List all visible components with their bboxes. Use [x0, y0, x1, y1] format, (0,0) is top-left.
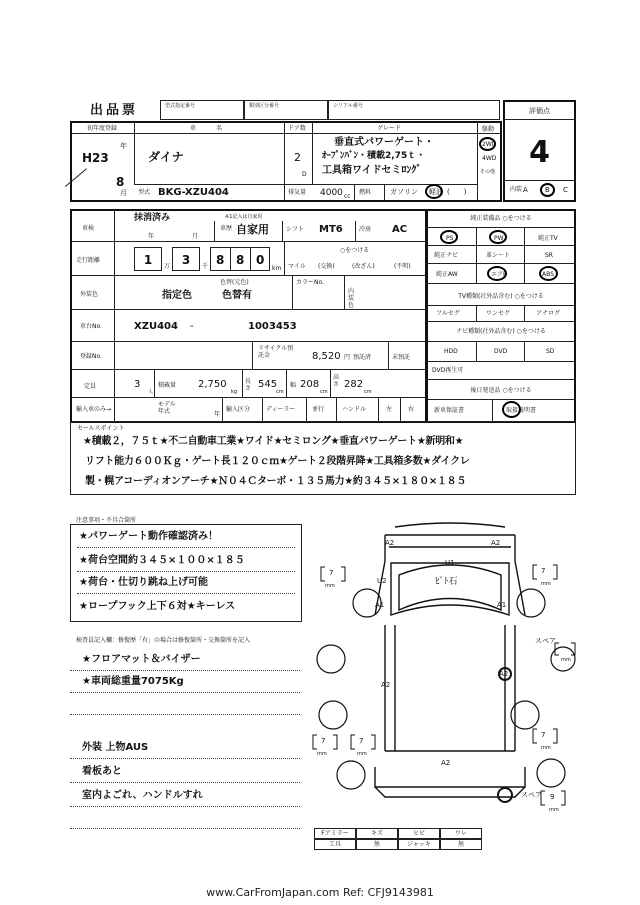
handle-right: 右 [408, 406, 415, 413]
height-unit: cm [364, 389, 372, 395]
shift-value: MT6 [319, 224, 343, 235]
inspection-label: 車検 [82, 225, 95, 232]
interior-grade-c: C [563, 186, 568, 194]
insp-line-5: 看板あと [82, 766, 122, 777]
spare-bottom-label: スペア [521, 791, 542, 799]
tread-spare: 9 [550, 793, 555, 801]
model-label: 型式 [138, 189, 151, 196]
mileage-sen: 千 [202, 263, 209, 270]
equip-leather: 革シート [486, 252, 511, 259]
mileage-tamper: (改ざん) [352, 263, 375, 270]
mileage-digit-5: 0 [256, 253, 265, 267]
tools-table [314, 828, 482, 850]
damage-a2-bottom: A2 [441, 759, 451, 767]
recycle-label: リサイクル預託金 [258, 345, 294, 359]
tread-rear-left-outer: 7 [321, 737, 326, 745]
width-label: 幅 [290, 382, 297, 389]
detail-block [70, 209, 427, 423]
damage-chip: ﾋﾟﾄ石 [435, 577, 458, 587]
recycle-value: 8,520 [312, 351, 341, 362]
displacement-value: 4000 [320, 188, 343, 198]
navi-sd: SD [546, 348, 555, 355]
import-dealer: ディーラー [266, 406, 296, 413]
navi-hdd: HDD [444, 348, 458, 355]
fuel-diesel: 軽油 [429, 188, 443, 196]
length-value: 545 [258, 379, 278, 390]
model-year-label: モデル年式 [158, 401, 176, 415]
sales-line-1: ★積載２，７５ｔ★不二自動車工業★ワイド★セミロング★垂直パワーゲート★新明和★ [83, 436, 464, 447]
tbl-crack: ヒビ [398, 828, 440, 839]
score-box [503, 100, 576, 202]
tread-mm-4: mm [357, 751, 367, 757]
tread-mm-6: mm [549, 807, 559, 813]
dvd-play: DVD再生可 [432, 367, 464, 374]
note-line-1: ★パワーゲート動作確認済み！ [79, 531, 218, 542]
reg-label: 登録No. [80, 353, 102, 360]
mileage-digit-3: 8 [216, 253, 225, 267]
chassis-label: 車台No. [80, 323, 102, 330]
tread-mm-7: mm [561, 657, 571, 663]
tv-oneseg: ワンセグ [486, 310, 511, 317]
date-slash [65, 168, 88, 188]
docs-title: 後日発送品 ○をつける [470, 387, 532, 394]
mileage-digit-2: 3 [181, 253, 191, 267]
doc-manual-circle [502, 401, 521, 418]
doc-manual: 取扱説明書 [506, 407, 537, 414]
handle-left: 左 [386, 406, 393, 413]
chassis-model: XZU404 [134, 321, 178, 332]
insp-line-2: ★車両総重量7075Kg [82, 676, 184, 687]
equip-sr: SR [545, 252, 553, 259]
spare-top-label: スペア [535, 637, 556, 645]
inspection-year-unit: 年 [148, 233, 155, 240]
grade-line3: 工具箱ワイドセミﾛﾝｸﾞ [322, 165, 422, 176]
equip-pw-circle [489, 230, 507, 244]
tread-mm-1: mm [325, 583, 335, 589]
car-name-label: 車名 [190, 125, 243, 132]
note-line-2: ★荷台空間約３４５×１００×１８５ [79, 555, 245, 566]
displacement-label: 排気量 [288, 189, 307, 196]
recycle-unpaid: 未預託 [392, 354, 411, 361]
inspection-note: ※1記入は自家用 [225, 214, 263, 220]
fuel-other: ( ) [447, 188, 467, 196]
width-unit: cm [320, 389, 328, 395]
doors-label: ドア数 [288, 125, 306, 132]
drive-2wd: 2WD [482, 141, 497, 148]
equip-aw: 純正AW [436, 271, 458, 278]
fuel-diesel-circle [425, 184, 443, 199]
damage-a1-left: A1 [375, 601, 385, 609]
tread-front-left: 7 [329, 569, 334, 577]
tread-rear-left-inner: 7 [359, 737, 364, 745]
model-year-unit: 年 [214, 411, 221, 418]
sales-line-2: リフト能力６００Ｋｇ・ゲート長１２０ｃｍ★ゲート２段階昇降★工具箱多数★ダイクレ [85, 456, 470, 467]
tbl-break: ワレ [440, 828, 482, 839]
tread-front-right: 7 [541, 567, 546, 575]
recycle-paid: 預託済 [353, 354, 372, 361]
equip-airbag-circle [487, 266, 507, 281]
damage-u2: U2 [377, 577, 387, 585]
import-parallel: 並行 [312, 406, 325, 413]
color-value: 指定色 [162, 290, 192, 301]
mileage-man: 万 [164, 263, 171, 270]
mileage-mark-note: ○をつける [340, 247, 370, 254]
note-line-3: ★荷台・仕切り跳ね上げ可能 [79, 577, 208, 588]
height-value: 282 [344, 379, 364, 390]
equip-navi: 純正ナビ [434, 252, 459, 259]
capacity-unit: 人 [148, 389, 154, 395]
sales-label: セールスポイント [77, 425, 125, 432]
damage-u1: U1 [445, 559, 455, 567]
mileage-digits [114, 241, 284, 275]
grade-line2: ｵｰﾌﾟﾝﾊﾞﾝ・積載2,75ｔ・ [322, 151, 426, 161]
tread-mm-5: mm [541, 745, 551, 751]
serial-box: シリアル番号 [328, 100, 500, 120]
mileage-digit-1: 1 [143, 253, 153, 267]
mileage-label: 走行距離 [76, 257, 101, 264]
mileage-digit-4: 8 [236, 253, 245, 267]
tread-mm-2: mm [541, 581, 551, 587]
equip-ps-circle [440, 230, 458, 244]
tv-analog: アナログ [536, 310, 561, 317]
tbl-mirror: Fアミラー [314, 828, 356, 839]
insp-line-6: 室内よごれ、ハンドルすれ [82, 790, 203, 801]
damage-a1-right: A1 [497, 601, 507, 609]
note-line-4: ★ロープフック上下６対★キーレス [79, 601, 236, 612]
tbl-jack: ジャッキ [398, 839, 440, 850]
inspection-value: 抹消済み [134, 213, 171, 223]
inspection-notes [70, 646, 302, 846]
interior-grade-a: A [523, 186, 528, 194]
equip-airbag: エアB [491, 271, 508, 278]
equip-ps: PS [446, 235, 454, 242]
tread-rear-right: 7 [541, 731, 546, 739]
color-no-label: カラーNo. [296, 279, 324, 286]
insp-line-4: 外装 上物AUS [82, 742, 149, 753]
tbl-tools-value: 無 [356, 839, 398, 850]
insp-line-1: ★フロアマット＆バイザー [82, 654, 201, 665]
tread-mm-3: mm [317, 751, 327, 757]
color-change-label: 色替(元色) [220, 279, 249, 286]
interior-color-label: 内装色 [348, 288, 355, 309]
length-unit: cm [276, 389, 284, 395]
score-label: 評価点 [529, 107, 550, 115]
displacement-unit: cc [344, 193, 351, 200]
chassis-number: 1003453 [248, 321, 297, 332]
load-unit: kg [231, 389, 238, 395]
load-label: 積載量 [158, 382, 177, 389]
score-value: 4 [529, 135, 550, 170]
ac-value: AC [392, 224, 408, 235]
history-value: 自家用 [236, 223, 269, 236]
model-value: BKG-XZU404 [158, 187, 229, 198]
first-reg-label: 初年度登録 [87, 125, 118, 132]
equipment-block [426, 209, 576, 423]
tbl-tools: 工具 [314, 839, 356, 850]
mileage-km: km [272, 265, 282, 272]
fuel-gasoline: ガソリン [390, 188, 418, 196]
history-label: 車歴 [220, 225, 233, 232]
navi-dvd: DVD [494, 348, 508, 355]
type-approval-box: 型式指定番号 [160, 100, 244, 120]
height-label: 高さ [333, 374, 340, 388]
category-box: 類別区分番号 [244, 100, 328, 120]
shift-label: シフト [286, 226, 305, 233]
chassis-dash: - [190, 321, 194, 332]
tv-title: TV種類(社外品含む) ○をつける [458, 293, 544, 300]
fuel-label: 燃料 [359, 189, 372, 196]
vehicle-block [70, 121, 502, 202]
mark-circle-bottom [498, 788, 512, 802]
sales-block [70, 421, 576, 495]
year-unit: 年 [120, 142, 127, 150]
month-value: 8 [116, 175, 125, 189]
notes-box [70, 524, 302, 622]
recycle-yen: 円 [344, 354, 351, 361]
damage-a2-right: A2 [491, 539, 501, 547]
notes-label: 注意事項・不具合箇所 [76, 517, 137, 524]
tbl-scratch: キズ [356, 828, 398, 839]
inspection-note-label: 検査員記入欄：修復歴「有」の場合は修復箇所・交換箇所を記入 [76, 637, 251, 644]
month-unit: 月 [120, 189, 127, 197]
import-div-label: 輸入区分 [226, 406, 251, 413]
equip-pw: PW [494, 235, 504, 242]
capacity-value: 3 [134, 379, 141, 390]
doc-warranty: 新車保証書 [434, 407, 465, 414]
grade-label: グレード [377, 125, 402, 132]
mileage-exchange: (交換) [318, 263, 335, 270]
drive-other: その他 [480, 169, 496, 175]
year-value: H23 [82, 151, 109, 165]
equip-abs: ABS [542, 271, 554, 278]
damage-a2-mid-left: A2 [381, 681, 391, 689]
car-name: ダイナ [148, 150, 184, 164]
damage-diagram [305, 515, 576, 815]
inspection-month-unit: 月 [192, 233, 199, 240]
navi-title: ナビ種類(社外品含む) ○をつける [456, 328, 546, 335]
damage-a2-top: A2 [385, 539, 395, 547]
ac-label: 冷房 [359, 226, 372, 233]
interior-b-circle [540, 183, 555, 197]
equip-abs-circle [539, 266, 558, 281]
interior-label: 内装 [510, 186, 523, 193]
doors-value: 2 [294, 151, 301, 164]
import-label: 輸入車のみ→ [76, 406, 112, 413]
interior-grade-b: B [545, 186, 550, 194]
mileage-mile: マイル [288, 263, 306, 270]
equip-tv: 純正TV [538, 235, 558, 242]
capacity-label: 定員 [84, 383, 97, 390]
width-value: 208 [300, 379, 320, 390]
load-value: 2,750 [198, 379, 227, 390]
mileage-unknown: (不明) [394, 263, 411, 270]
length-label: 長さ [245, 378, 252, 392]
tv-fullseg: フルセグ [436, 310, 460, 317]
truck-outline [305, 515, 576, 815]
handle-label: ハンドル [342, 406, 367, 413]
equipment-title: 純正装備品 ○をつける [470, 215, 532, 222]
watermark: www.CarFromJapan.com Ref: CFJ9143981 [206, 886, 434, 899]
color-label: 外装色 [80, 291, 99, 298]
color-change-value: 色替有 [222, 290, 252, 301]
drive-label: 駆動 [482, 126, 495, 133]
page-title: 出品票 [90, 103, 139, 118]
doors-suffix: D [302, 171, 307, 178]
grade-line1: 垂直式パワーゲート・ [334, 137, 434, 148]
drive-4wd: 4WD [482, 155, 497, 162]
damage-a2-mid-right: A2 [499, 670, 509, 678]
tbl-jack-value: 無 [440, 839, 482, 850]
sales-line-3: 製・幌アコーディオンアーチ★Ｎ０４Ｃターボ・１３５馬力★約３４５×１８０×１８５ [85, 476, 467, 487]
drive-2wd-circle [479, 137, 496, 151]
